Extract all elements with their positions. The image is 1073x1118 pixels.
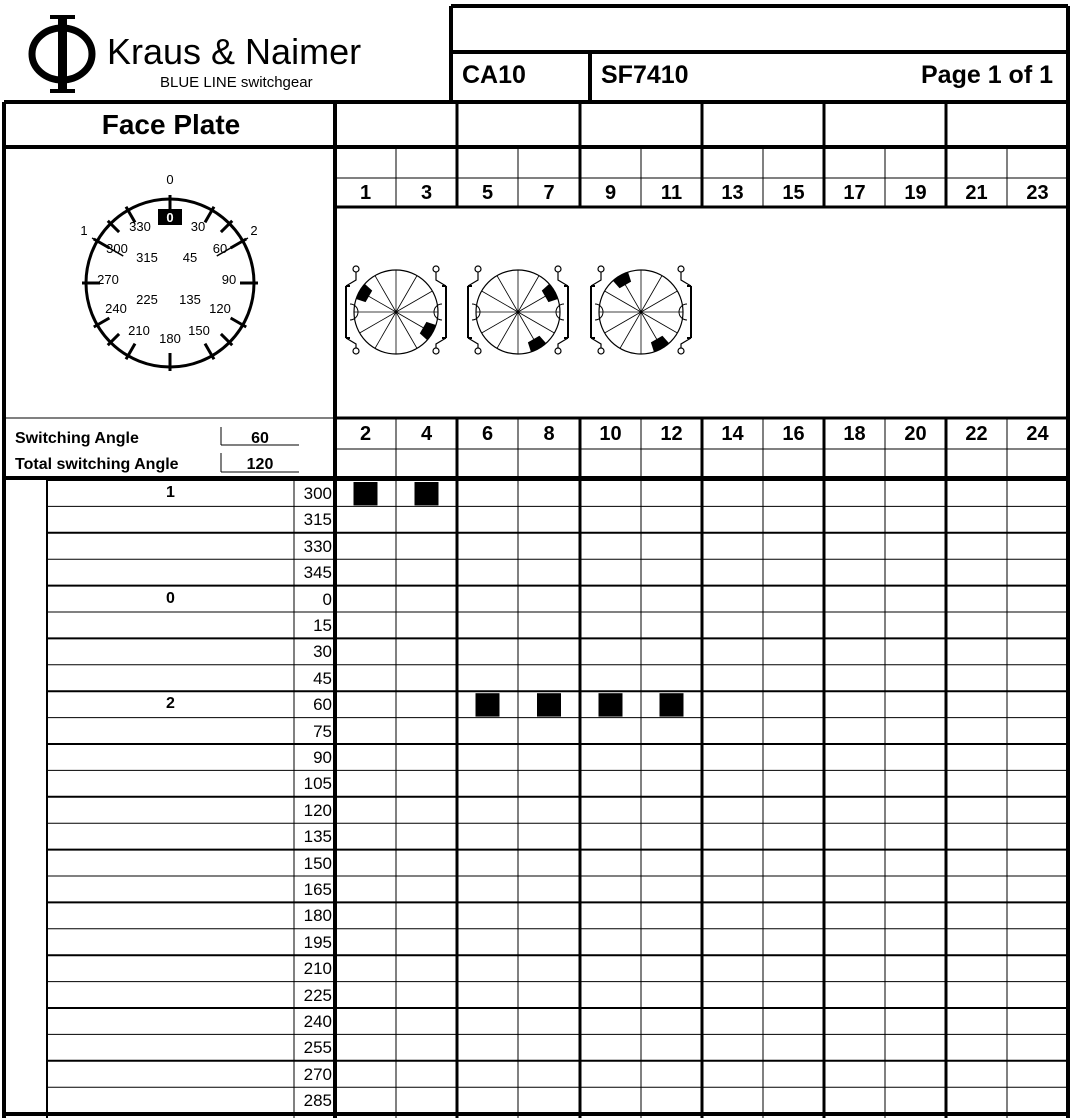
terminal-top-label: 7	[543, 182, 555, 204]
angle-label: 330	[303, 536, 332, 556]
angle-label: 150	[303, 853, 332, 873]
terminal-bottom-label: 24	[1026, 423, 1049, 445]
dial-angle-label: 240	[105, 301, 127, 316]
angle-label: 30	[313, 642, 332, 662]
dial-highlight-label: 0	[166, 210, 174, 225]
angle-label: 135	[303, 827, 332, 847]
terminal-bottom-label: 22	[965, 423, 988, 445]
position-label: 1	[166, 484, 175, 501]
page-indicator: Page 1 of 1	[921, 61, 1053, 89]
position-label: 0	[166, 589, 175, 607]
terminal-bottom-label: 20	[904, 423, 927, 445]
series-code: CA10	[462, 61, 526, 89]
terminal-top-label: 11	[660, 182, 683, 204]
terminal-top-label: 17	[843, 182, 866, 204]
terminal-bottom-label: 6	[481, 423, 494, 445]
angle-label: 90	[313, 748, 332, 767]
terminal-top-label: 13	[721, 182, 744, 204]
angle-label: 345	[303, 563, 332, 583]
terminal-bottom-label: 12	[660, 423, 683, 445]
angle-label: 300	[303, 484, 332, 503]
terminal-bottom-label: 10	[599, 423, 622, 445]
angle-label: 45	[313, 668, 332, 688]
contact-stage-symbol	[346, 266, 446, 354]
terminal-bottom-label: 4	[420, 423, 433, 445]
dial-angle-label: 270	[97, 272, 119, 287]
terminal-top-label: 9	[604, 182, 617, 204]
angle-label: 15	[313, 616, 332, 635]
brand-tagline: BLUE LINE switchgear	[160, 74, 313, 91]
dial-position-label: 1	[80, 223, 88, 238]
dial-angle-label: 315	[136, 250, 158, 265]
switching-angle-label: Switching Angle	[15, 430, 139, 447]
dial-position-label: 2	[250, 223, 258, 238]
dial-angle-label: 135	[179, 292, 201, 307]
terminal-bottom-label: 8	[543, 423, 555, 445]
terminal-bottom-label: 16	[782, 423, 805, 445]
terminal-top-label: 1	[359, 182, 372, 204]
dial-angle-label: 60	[212, 241, 228, 256]
dial-position-label: 0	[166, 172, 174, 187]
angle-label: 225	[303, 985, 332, 1005]
dial-angle-label: 300	[106, 241, 128, 256]
contact-stage-symbol	[591, 266, 691, 354]
terminal-top-label: 15	[782, 182, 805, 204]
angle-label: 120	[303, 800, 332, 820]
face-plate-title: Face Plate	[101, 109, 241, 140]
dial-angle-label: 30	[190, 219, 206, 234]
terminal-top-label: 3	[420, 182, 433, 204]
terminal-top-label: 21	[965, 182, 988, 204]
dial-angle-label: 210	[128, 323, 150, 338]
program-number: SF7410	[601, 61, 689, 89]
dial-angle-label: 90	[221, 272, 237, 287]
angle-label: 210	[303, 959, 332, 979]
angle-label: 285	[303, 1091, 332, 1111]
terminal-bottom-label: 14	[721, 423, 744, 445]
angle-label: 105	[303, 774, 332, 794]
dial-angle-label: 330	[129, 219, 151, 234]
angle-label: 0	[322, 589, 332, 609]
terminal-top-label: 5	[481, 182, 494, 204]
dial-angle-label: 45	[182, 250, 198, 265]
angle-label: 195	[303, 932, 332, 952]
terminal-bottom-label: 2	[359, 423, 372, 445]
dial-angle-label: 180	[159, 331, 181, 346]
angle-label: 60	[313, 695, 332, 715]
total-switching-angle-label: Total switching Angle	[15, 456, 179, 473]
angle-label: 75	[313, 721, 332, 741]
terminal-top-label: 19	[904, 182, 927, 204]
position-label: 2	[166, 695, 175, 713]
angle-label: 315	[303, 510, 332, 530]
angle-label: 240	[303, 1012, 332, 1031]
angle-label: 270	[303, 1064, 332, 1084]
dial-angle-label: 225	[136, 292, 158, 307]
terminal-bottom-label: 18	[843, 423, 866, 445]
contact-stage-symbol	[468, 266, 568, 354]
total-switching-angle-value: 120	[246, 456, 274, 473]
dial-angle-label: 120	[209, 301, 231, 316]
angle-label: 255	[303, 1038, 332, 1058]
angle-label: 165	[303, 880, 332, 899]
switching-angle-value: 60	[251, 430, 269, 447]
brand-name: Kraus & Naimer	[107, 31, 362, 72]
dial-angle-label: 150	[188, 323, 210, 338]
terminal-top-label: 23	[1026, 182, 1049, 204]
angle-label: 180	[303, 906, 332, 926]
